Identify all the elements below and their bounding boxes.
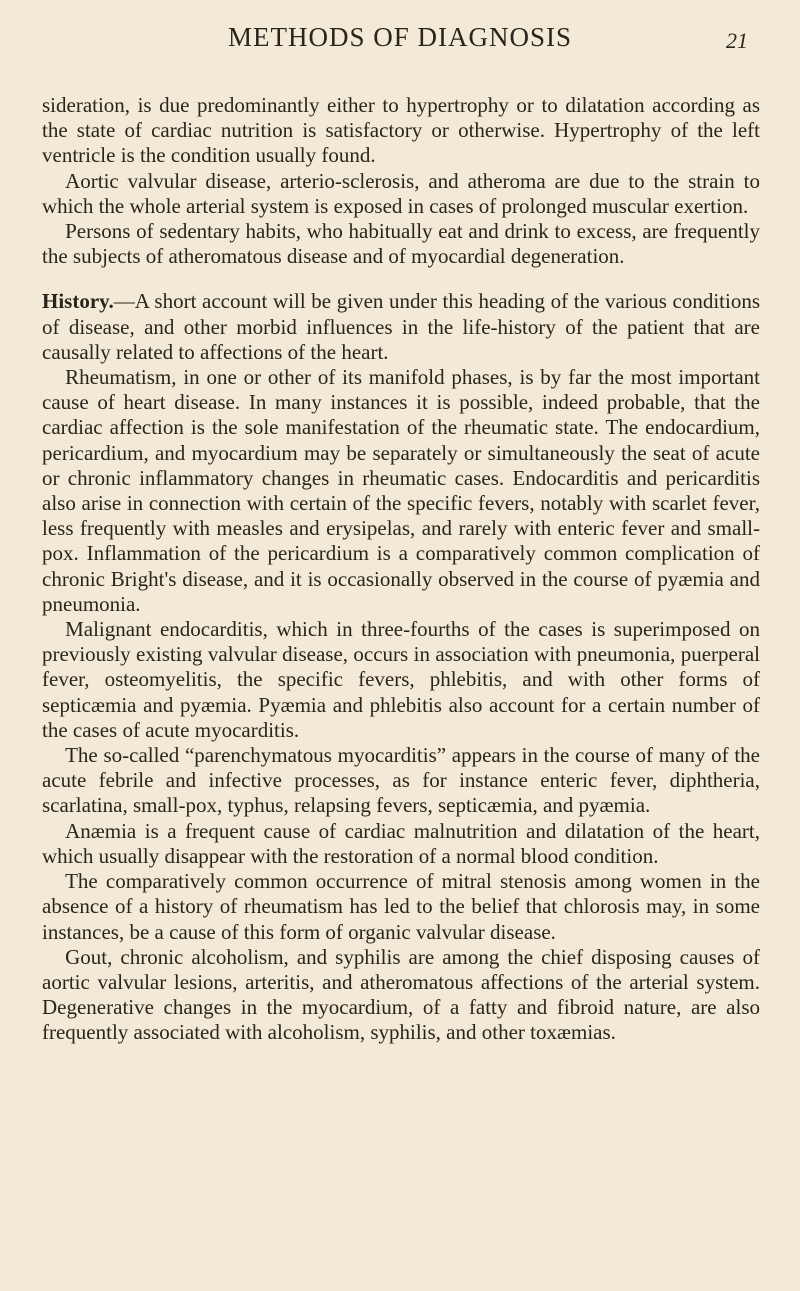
paragraph-gout-alcoholism	[42, 945, 760, 1046]
paragraph-text: Gout, chronic alcoholism, and syphilis are among the chief disposing causes of aortic valvular lesions, arteritis, and atheromatous affections of the arterial system. Degenerative changes in the myocardium, of a fatty and fibroid nature, are also frequently associated with alcoholism, syphilis, and other toxæmias.	[42, 944, 760, 1045]
paragraph-text: —A short account will be given under this heading of the various conditions of disease, and other morbid influences in the life-history of the patient that are causally related to affections of the heart.	[42, 289, 760, 364]
paragraph-aortic-disease	[42, 169, 760, 219]
paragraph-sedentary-habits	[42, 219, 760, 269]
paragraph-continuation	[42, 93, 760, 169]
paragraph-text: Aortic valvular disease, arterio-sclerosis, and atheroma are due to the strain to which the whole arterial system is exposed in cases of prolonged muscular exertion.	[42, 168, 760, 218]
page-number: 21	[726, 28, 748, 53]
paragraph-text: The comparatively common occurrence of mitral stenosis among women in the absence of a history of rheumatism has led to the belief that chlorosis may, in some instances, be a cause of this form of organic valvular disease.	[42, 869, 760, 944]
paragraph-history	[42, 289, 760, 365]
paragraph-mitral-stenosis	[42, 869, 760, 945]
paragraph-text: sideration, is due predominantly either to hypertrophy or to dilatation according as the state of cardiac nutrition is satisfactory or otherwise. Hypertrophy of the left ventricle is the condition usually found.	[42, 93, 760, 168]
running-title: METHODS OF DIAGNOSIS	[227, 22, 573, 52]
body-text	[42, 93, 760, 1046]
paragraph-text: Anæmia is a frequent cause of cardiac malnutrition and dilatation of the heart, which usually disappear with the restoration of a normal blood condition.	[42, 818, 760, 868]
paragraph-malignant-endocarditis	[42, 617, 760, 743]
page-header	[0, 18, 800, 62]
paragraph-text: Malignant endocarditis, which in three-fourths of the cases is superimposed on previously existing valvular disease, occurs in association with pneumonia, puerperal fever, osteomyelitis, the specific fevers, phlebitis, and with other forms of septicæmia and pyæmia. Pyæmia and phlebitis also account for a certain number of the cases of acute myocarditis.	[42, 617, 760, 742]
paragraph-parenchymatous-myocarditis	[42, 743, 760, 819]
paragraph-text: Persons of sedentary habits, who habitually eat and drink to excess, are frequently the subjects of atheromatous disease and of myocardial degeneration.	[42, 219, 760, 269]
paragraph-text: Rheumatism, in one or other of its manifold phases, is by far the most important cause of heart disease. In many instances it is possible, indeed probable, that the cardiac affection is the sole manifestation of the rheumatic state. The endocardium, pericardium, and myocardium may be separately or simultaneously the seat of acute or chronic inflammatory changes in rheumatic cases. Endocarditis and pericarditis also arise in connection with certain of the specific fevers, notably with scarlet fever, less frequently with measles and erysipelas, and rarely with enteric fever and smallpox. Inflammation of the pericardium is a comparatively common complication of chronic Bright's disease, and it is occasionally observed in the course of pyæmia and pneumonia.	[42, 365, 760, 616]
section-heading-history: History.	[42, 289, 114, 314]
paragraph-rheumatism	[42, 365, 760, 617]
paragraph-text: The so-called “parenchymatous myocarditis” appears in the course of many of the acute febrile and infective processes, as for instance enteric fever, diphtheria, scarlatina, small-pox, typhus, relapsing fevers, septicæmia, and pyæmia.	[42, 743, 760, 818]
paragraph-anaemia	[42, 819, 760, 869]
